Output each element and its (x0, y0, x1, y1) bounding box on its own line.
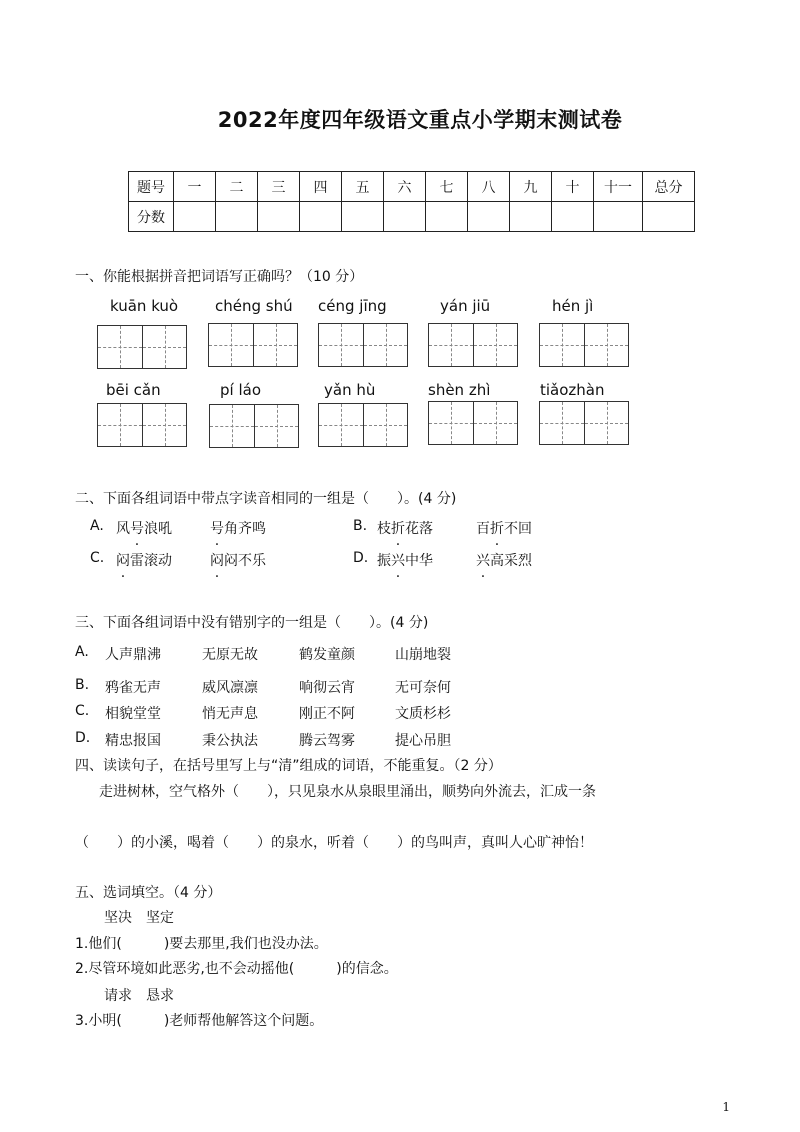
q4-sentence-line1: 走进树林，空气格外（ ），只见泉水从泉眼里涌出，顺势向外流去，汇成一条 (99, 784, 596, 800)
pinyin-label: yán jiū (440, 297, 491, 315)
word: 闷闷不乐 (210, 553, 266, 569)
pinyin-label: pí láo (220, 381, 261, 399)
q2-option-c[interactable] (90, 550, 690, 570)
writing-grid[interactable] (97, 325, 187, 369)
word: 精忠报国 (105, 733, 161, 749)
page-title: 2022年度四年级语文重点小学期末测试卷 (217, 108, 623, 132)
word: 无可奈何 (395, 680, 451, 696)
q1-heading: 一、你能根据拼音把词语写正确吗？（10 分） (75, 269, 364, 285)
q3-heading: 三、下面各组词语中没有错别字的一组是（ ）。(4 分) (75, 615, 429, 631)
score-cell[interactable] (174, 202, 216, 232)
word: 人声鼎沸 (105, 647, 161, 663)
col-11: 十一 (594, 172, 643, 202)
pinyin-label: tiǎozhàn (540, 381, 605, 399)
word: 兴高采烈 (476, 553, 532, 569)
score-cell[interactable] (426, 202, 468, 232)
score-cell[interactable] (342, 202, 384, 232)
writing-grid[interactable] (209, 404, 299, 448)
q5-sentence-1: 1.他们( )要去那里,我们也没办法。 (75, 936, 328, 952)
word: 无原无故 (202, 647, 258, 663)
word: 相貌堂堂 (105, 706, 161, 722)
score-cell[interactable] (258, 202, 300, 232)
score-cell[interactable] (510, 202, 552, 232)
q3-option-a[interactable] (75, 644, 675, 664)
option-label: A. (90, 518, 104, 534)
word: 文质杉杉 (395, 706, 451, 722)
pinyin-label: céng jīng (318, 297, 387, 315)
word: 悄无声息 (202, 706, 258, 722)
option-label: D. (75, 730, 91, 746)
word: 鸦雀无声 (105, 680, 161, 696)
score-table (128, 171, 695, 232)
col-8: 八 (468, 172, 510, 202)
pinyin-label: bēi cǎn (106, 381, 161, 399)
writing-grid[interactable] (208, 323, 298, 367)
option-label: A. (75, 644, 89, 660)
word: 腾云驾雾 (299, 733, 355, 749)
col-6: 六 (384, 172, 426, 202)
word: 威风凛凛 (202, 680, 258, 696)
word: 提心吊胆 (395, 733, 451, 749)
score-cell[interactable] (300, 202, 342, 232)
option-label: C. (75, 703, 90, 719)
q4-sentence-line2: （ ）的小溪，喝着（ ）的泉水，听着（ ）的鸟叫声，真叫人心旷神怡！ (75, 835, 593, 851)
score-cell[interactable] (552, 202, 594, 232)
option-label: C. (90, 550, 105, 566)
pinyin-label: hén jì (552, 297, 594, 315)
col-3: 三 (258, 172, 300, 202)
col-5: 五 (342, 172, 384, 202)
pinyin-label: yǎn hù (324, 381, 376, 399)
col-7: 七 (426, 172, 468, 202)
writing-grid[interactable] (428, 401, 518, 445)
pinyin-label: kuān kuò (110, 297, 179, 315)
option-label: D. (353, 550, 369, 566)
word: 风号浪吼 (116, 521, 172, 537)
col-9: 九 (510, 172, 552, 202)
word-choices: 请求 恳求 (104, 988, 174, 1004)
word: 振兴中华 (377, 553, 433, 569)
writing-grid[interactable] (539, 401, 629, 445)
writing-grid[interactable] (97, 403, 187, 447)
q3-option-d[interactable] (75, 730, 675, 750)
word-choices: 坚决 坚定 (104, 910, 174, 926)
q4-heading: 四、读读句子，在括号里写上与“清”组成的词语，不能重复。（2 分） (75, 758, 502, 774)
writing-grid[interactable] (539, 323, 629, 367)
q5-sentence-2: 2.尽管环境如此恶劣,也不会动摇他( )的信念。 (75, 961, 398, 977)
word: 号角齐鸣 (210, 521, 266, 537)
word: 闷雷滚动 (116, 553, 172, 569)
word: 鹤发童颜 (299, 647, 355, 663)
word: 刚正不阿 (299, 706, 355, 722)
word: 枝折花落 (377, 521, 433, 537)
score-label: 分数 (129, 202, 174, 232)
q2-option-a[interactable] (90, 518, 690, 538)
score-table-score-row (129, 202, 695, 232)
q5-heading: 五、选词填空。（4 分） (75, 885, 222, 901)
score-table-header-row (129, 172, 695, 202)
pinyin-label: shèn zhì (428, 381, 491, 399)
total-label: 总分 (643, 172, 695, 202)
score-cell[interactable] (384, 202, 426, 232)
q3-option-c[interactable] (75, 703, 675, 723)
score-cell[interactable] (468, 202, 510, 232)
word: 秉公执法 (202, 733, 258, 749)
option-label: B. (353, 518, 368, 534)
q2-heading: 二、下面各组词语中带点字读音相同的一组是（ ）。(4 分) (75, 491, 457, 507)
page-number: 1 (722, 1100, 730, 1114)
word: 百折不回 (476, 521, 532, 537)
score-cell[interactable] (643, 202, 695, 232)
question-number-label: 题号 (129, 172, 174, 202)
score-cell[interactable] (594, 202, 643, 232)
col-2: 二 (216, 172, 258, 202)
q5-sentence-3: 3.小明( )老师帮他解答这个问题。 (75, 1013, 324, 1029)
word: 响彻云宵 (299, 680, 355, 696)
writing-grid[interactable] (318, 323, 408, 367)
col-10: 十 (552, 172, 594, 202)
pinyin-label: chéng shú (215, 297, 293, 315)
option-label: B. (75, 677, 90, 693)
col-4: 四 (300, 172, 342, 202)
word: 山崩地裂 (395, 647, 451, 663)
score-cell[interactable] (216, 202, 258, 232)
col-1: 一 (174, 172, 216, 202)
writing-grid[interactable] (428, 323, 518, 367)
writing-grid[interactable] (318, 403, 408, 447)
q3-option-b[interactable] (75, 677, 675, 697)
